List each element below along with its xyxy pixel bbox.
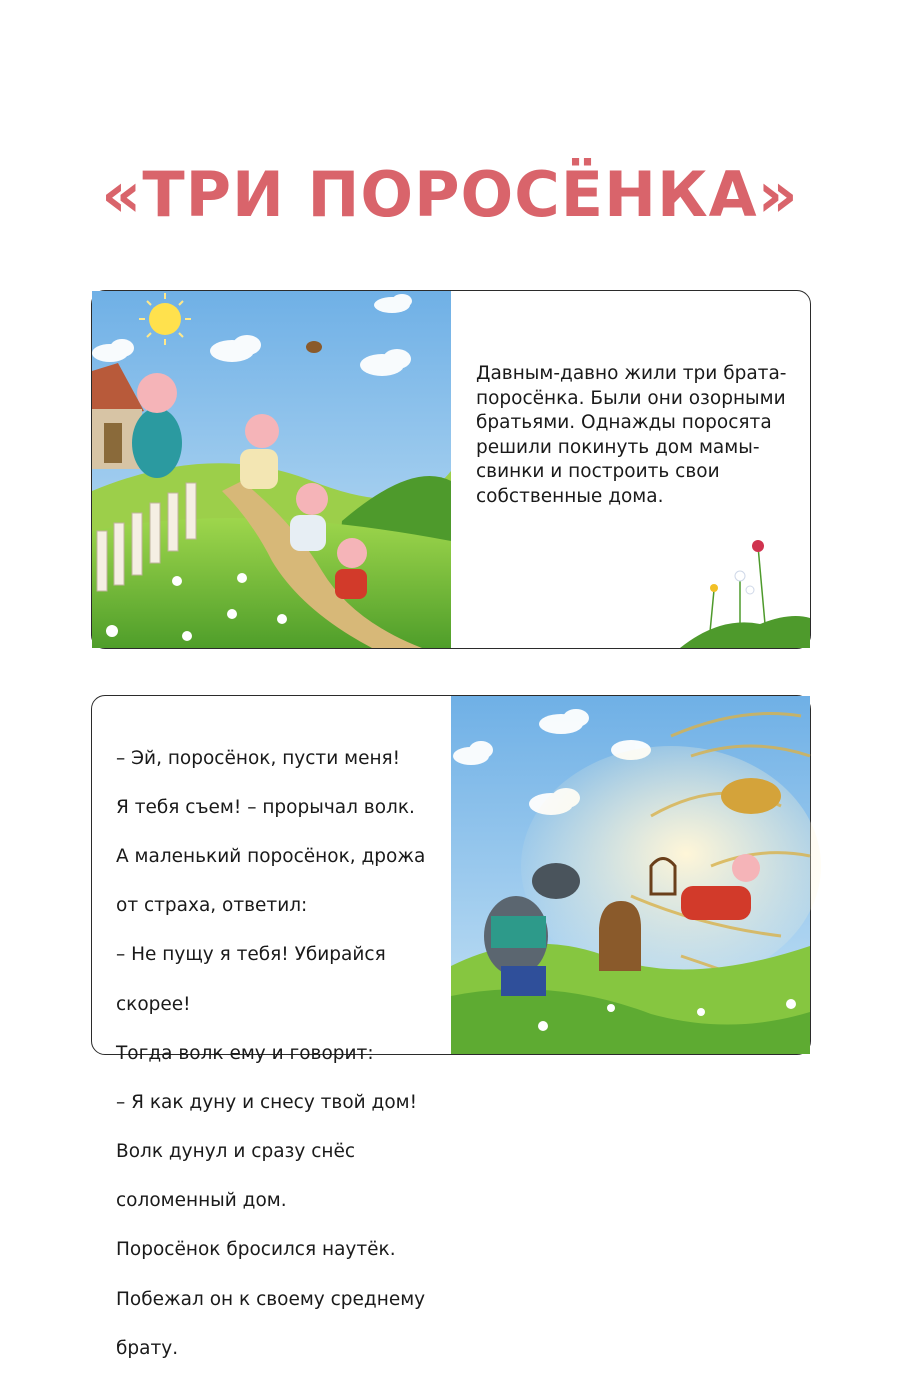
story-line: скорее! xyxy=(116,993,191,1015)
story-line: брату. xyxy=(116,1337,179,1359)
story-line: Тогда волк ему и говорит: xyxy=(116,1042,374,1064)
wolf-blowing-straw-house-illustration xyxy=(451,696,810,1054)
flowers-decoration xyxy=(680,528,810,648)
page-title: «ТРИ ПОРОСЁНКА» xyxy=(101,158,799,231)
pigs-leaving-home-illustration xyxy=(92,291,451,648)
story-card-1 xyxy=(91,290,811,649)
story-line: соломенный дом. xyxy=(116,1190,287,1212)
story-paragraph-1: Давным-давно жили три брата- поросёнка. Были они озорными братьями. Однажды поросята решили покинуть дом мамы- свинки и построить свои собственные дома. xyxy=(476,363,787,507)
story-line: А маленький поросёнок, дрожа xyxy=(116,845,426,867)
story-line: Волк дунул и сразу снёс xyxy=(116,1141,356,1163)
story-line: Поросёнок бросился наутёк. xyxy=(116,1239,396,1261)
story-paragraph-2 xyxy=(116,722,436,1386)
story-line: Побежал он к своему среднему xyxy=(116,1288,426,1310)
story-line: от страха, ответил: xyxy=(116,895,308,917)
story-line: – Эй, поросёнок, пусти меня! xyxy=(116,747,401,769)
story-line: – Я как дуну и снесу твой дом! xyxy=(116,1091,418,1113)
story-card-2 xyxy=(91,695,811,1359)
story-line: – Не пущу я тебя! Убирайся xyxy=(116,944,386,966)
story-line: Я тебя съем! – прорычал волк. xyxy=(116,796,415,818)
